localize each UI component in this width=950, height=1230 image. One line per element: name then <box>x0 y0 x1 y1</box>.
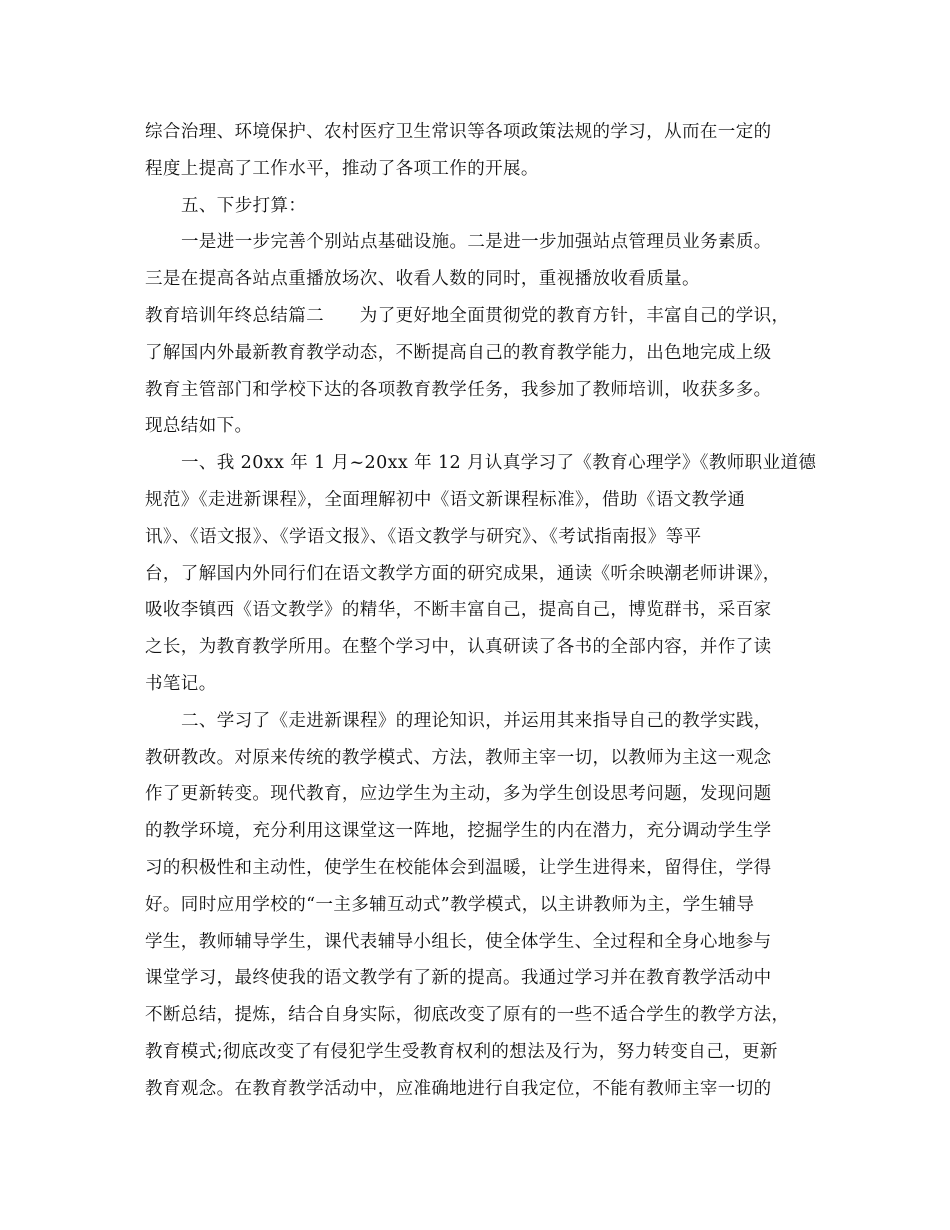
text-line: 之长，为教育教学所用。在整个学习中，认真研读了各书的全部内容，并作了读 <box>145 637 772 658</box>
text-line: 程度上提高了工作水平，推动了各项工作的开展。 <box>145 158 539 179</box>
text-line: 作了更新转变。现代教育，应边学生为主动，多为学生创设思考问题，发现问题 <box>145 784 772 805</box>
text-line: 书笔记。 <box>145 673 217 694</box>
text-line: 现总结如下。 <box>145 416 253 437</box>
text-line: 台，了解国内外同行们在语文教学方面的研究成果，通读《听余映潮老师讲课》， <box>145 563 781 584</box>
section-heading: 五、下步打算： <box>181 195 307 216</box>
text-line: 一是进一步完善个别站点基础设施。二是进一步加强站点管理员业务素质。 <box>181 232 772 253</box>
text-line: 教育模式;彻底改变了有侵犯学生受教育权利的想法及行为，努力转变自己，更新 <box>145 1041 778 1062</box>
text-line: 习的积极性和主动性，使学生在校能体会到温暖，让学生进得来，留得住，学得 <box>145 857 772 878</box>
text-line: 三是在提高各站点重播放场次、收看人数的同时，重视播放收看质量。 <box>145 269 700 290</box>
text-line: 不断总结，提炼，结合自身实际，彻底改变了原有的一些不适合学生的教学方法， <box>145 1005 790 1026</box>
text-line: 的教学环境，充分利用这课堂这一阵地，挖掘学生的内在潜力，充分调动学生学 <box>145 821 772 842</box>
text-line: 一、我 20xx 年 1 月~20xx 年 12 月认真学习了《教育心理学》《教师职业道德 <box>181 453 817 474</box>
article-title-line: 教育培训年终总结篇二 为了更好地全面贯彻党的教育方针，丰富自己的学识， <box>145 305 790 326</box>
text-line: 综合治理、环境保护、农村医疗卫生常识等各项政策法规的学习，从而在一定的 <box>145 122 772 142</box>
text-line: 学生，教师辅导学生，课代表辅导小组长，使全体学生、全过程和全身心地参与 <box>145 931 772 952</box>
text-line: 吸收李镇西《语文教学》的精华，不断丰富自己，提高自己，博览群书，采百家 <box>145 600 772 621</box>
text-line: 了解国内外最新教育教学动态，不断提高自己的教育教学能力，出色地完成上级 <box>145 342 772 363</box>
text-line: 好。同时应用学校的“一主多辅互动式”教学模式，以主讲教师为主，学生辅导 <box>145 894 755 915</box>
document-body <box>145 114 817 1108</box>
text-line: 教研教改。对原来传统的教学模式、方法，教师主宰一切，以教师为主这一观念 <box>145 747 772 768</box>
text-line: 教育观念。在教育教学活动中，应准确地进行自我定位，不能有教师主宰一切的 <box>145 1078 772 1099</box>
text-line: 二、学习了《走进新课程》的理论知识，并运用其来指导自己的教学实践， <box>181 710 772 731</box>
text-line: 课堂学习，最终使我的语文教学有了新的提高。我通过学习并在教育教学活动中 <box>145 968 772 989</box>
text-line: 教育主管部门和学校下达的各项教育教学任务，我参加了教师培训，收获多多。 <box>145 379 772 400</box>
text-line: 规范》《走进新课程》，全面理解初中《语文新课程标准》，借助《语文教学通 <box>145 489 746 510</box>
text-line: 讯》、《语文报》、《学语文报》、《语文教学与研究》、《考试指南报》等平 <box>145 526 702 547</box>
